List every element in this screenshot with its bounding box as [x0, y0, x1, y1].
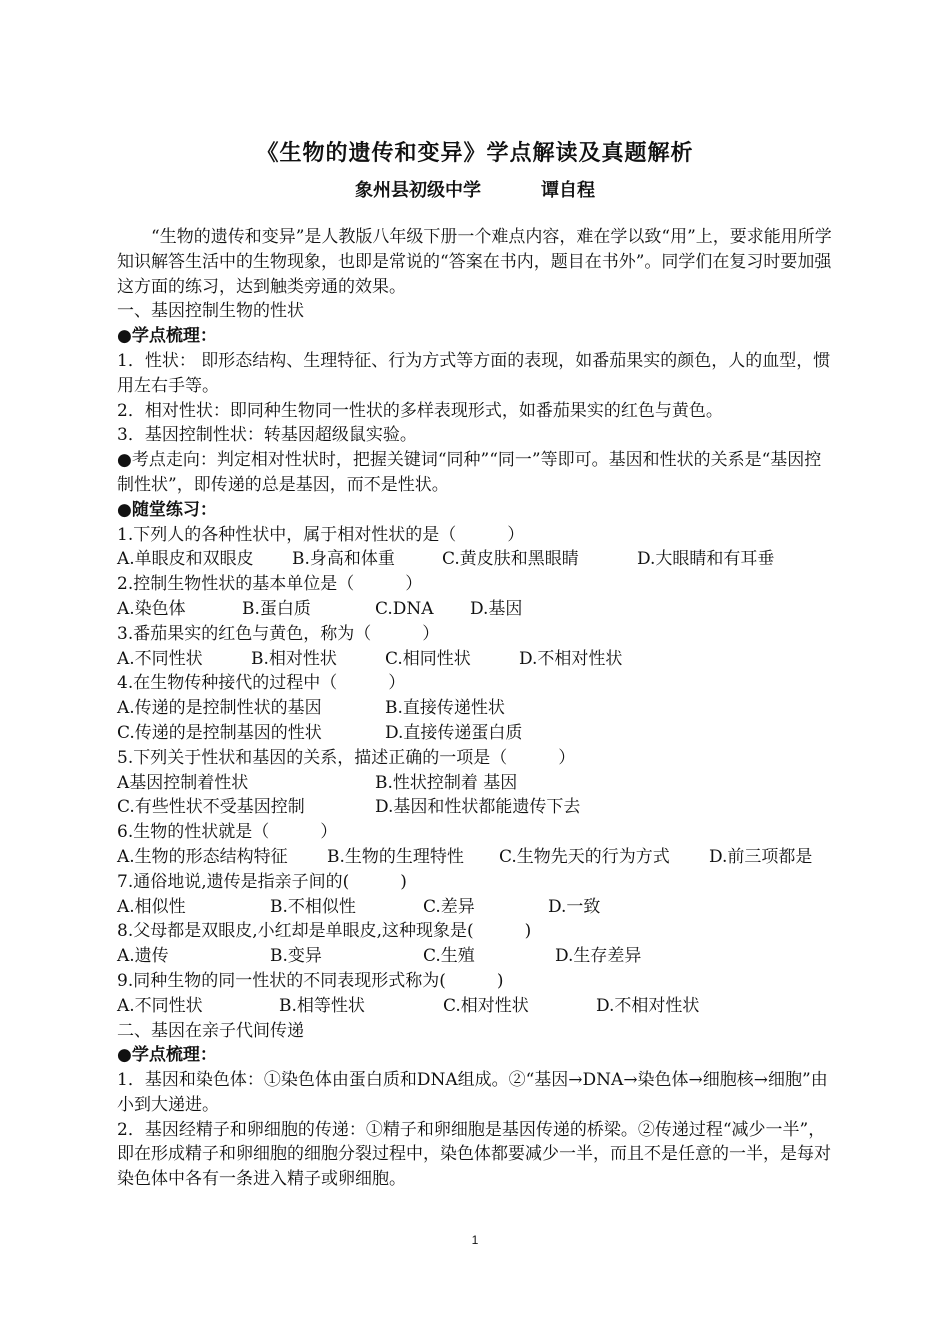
option: C.DNA	[375, 598, 434, 619]
question: 8.父母都是双眼皮,小红却是单眼皮,这种现象是( )	[117, 921, 532, 942]
point-text: 2．相对性状：即同种生物同一性状的多样表现形式，如番茄果实的红色与黄色。	[117, 400, 723, 421]
option: C.传递的是控制基因的性状	[117, 722, 322, 743]
question: 2.控制生物性状的基本单位是（ ）	[117, 574, 423, 595]
points-label: ●学点梳理：	[117, 326, 217, 347]
options-row	[117, 721, 833, 746]
option: A.单眼皮和双眼皮	[117, 549, 254, 570]
option: C.差异	[423, 896, 475, 917]
exam-tip: ●考点走向：判定相对性状时，把握关键词“同种”“同一”等即可。基因和性状的关系是“基因控制性状”，即传递的总是基因，而不是性状。	[117, 450, 822, 495]
options-row	[117, 647, 833, 672]
options-row	[117, 696, 833, 721]
option: A基因控制着性状	[117, 772, 249, 793]
option: D.基因和性状都能遗传下去	[375, 797, 581, 818]
option: D.一致	[548, 896, 601, 917]
school-name: 象州县初级中学	[355, 180, 481, 201]
options-row	[117, 994, 833, 1019]
option: C.黄皮肤和黑眼睛	[442, 549, 579, 570]
option: D.不相对性状	[596, 995, 700, 1016]
options-row	[117, 597, 833, 622]
question: 7.通俗地说,遗传是指亲子间的( )	[117, 871, 407, 892]
option: B.蛋白质	[242, 598, 311, 619]
options-row	[117, 547, 833, 572]
options-row	[117, 944, 833, 969]
option: A.不同性状	[117, 648, 203, 669]
points-label: ●学点梳理：	[117, 1045, 217, 1066]
option: C.相同性状	[385, 648, 471, 669]
question: 6.生物的性状就是（ ）	[117, 822, 338, 843]
document-body	[117, 225, 833, 1192]
section-heading: 二、基因在亲子代间传递	[117, 1020, 304, 1041]
option: A.相似性	[117, 896, 186, 917]
option: D.直接传递蛋白质	[385, 722, 523, 743]
option: B.身高和体重	[292, 549, 395, 570]
option: A.传递的是控制性状的基因	[117, 698, 322, 719]
point-text: 3．基因控制性状：转基因超级鼠实验。	[117, 425, 417, 446]
point-text: 1．基因和染色体：①染色体由蛋白质和DNA组成。②“基因→DNA→染色体→细胞核→细胞”由小到大递进。	[117, 1070, 828, 1115]
options-row	[117, 795, 833, 820]
option: A.不同性状	[117, 995, 203, 1016]
options-row	[117, 845, 833, 870]
option: B.性状控制着 基因	[375, 772, 518, 793]
options-row	[117, 771, 833, 796]
options-row	[117, 895, 833, 920]
option: B.不相似性	[270, 896, 356, 917]
option: B.相对性状	[251, 648, 337, 669]
option: B.相等性状	[279, 995, 365, 1016]
option: B.变异	[270, 946, 322, 967]
option: D.生存差异	[555, 946, 642, 967]
option: A.生物的形态结构特征	[117, 846, 288, 867]
question: 9.同种生物的同一性状的不同表现形式称为( )	[117, 970, 504, 991]
option: D.基因	[470, 598, 523, 619]
option: C.生殖	[423, 946, 475, 967]
option: C.生物先天的行为方式	[499, 846, 670, 867]
option: D.不相对性状	[519, 648, 623, 669]
option: C.相对性状	[443, 995, 529, 1016]
option: A.遗传	[117, 946, 169, 967]
question: 5.下列关于性状和基因的关系，描述正确的一项是（ ）	[117, 747, 576, 768]
point-text: 1．性状： 即形态结构、生理特征、行为方式等方面的表现，如番茄果实的颜色，人的血型，惯用左右手等。	[117, 350, 831, 396]
point-text: 2．基因经精子和卵细胞的传递：①精子和卵细胞是基因传递的桥梁。②传递过程“减少一半”，即在形成精子和卵细胞的细胞分裂过程中，染色体都要减少一半，而且不是任意的一半，是每对染色体中各有一条进入精子或卵细胞。	[117, 1119, 831, 1190]
option: B.直接传递性状	[385, 698, 505, 719]
option: D.前三项都是	[709, 846, 813, 867]
page-number: 1	[471, 1233, 479, 1247]
question: 4.在生物传种接代的过程中（ ）	[117, 673, 406, 694]
option: C.有些性状不受基因控制	[117, 797, 305, 818]
intro-paragraph: “生物的遗传和变异”是人教版八年级下册一个难点内容，难在学以致“用”上，要求能用所学知识解答生活中的生物现象，也即是常说的“答案在书内，题目在书外”。同学们在复习时要加强这方面的练习，达到触类旁通的效果。	[117, 227, 832, 297]
document-title: 《生物的遗传和变异》学点解读及真题解析	[256, 140, 694, 166]
author-name: 谭自程	[541, 180, 595, 201]
option: D.大眼睛和有耳垂	[637, 549, 775, 570]
option: B.生物的生理特性	[327, 846, 464, 867]
author-line	[0, 176, 950, 202]
option: A.染色体	[117, 598, 186, 619]
question: 3.番茄果实的红色与黄色，称为（ ）	[117, 623, 440, 644]
section-heading: 一、基因控制生物的性状	[117, 301, 304, 322]
practice-label: ●随堂练习：	[117, 499, 217, 520]
question: 1.下列人的各种性状中，属于相对性状的是（ ）	[117, 524, 525, 545]
